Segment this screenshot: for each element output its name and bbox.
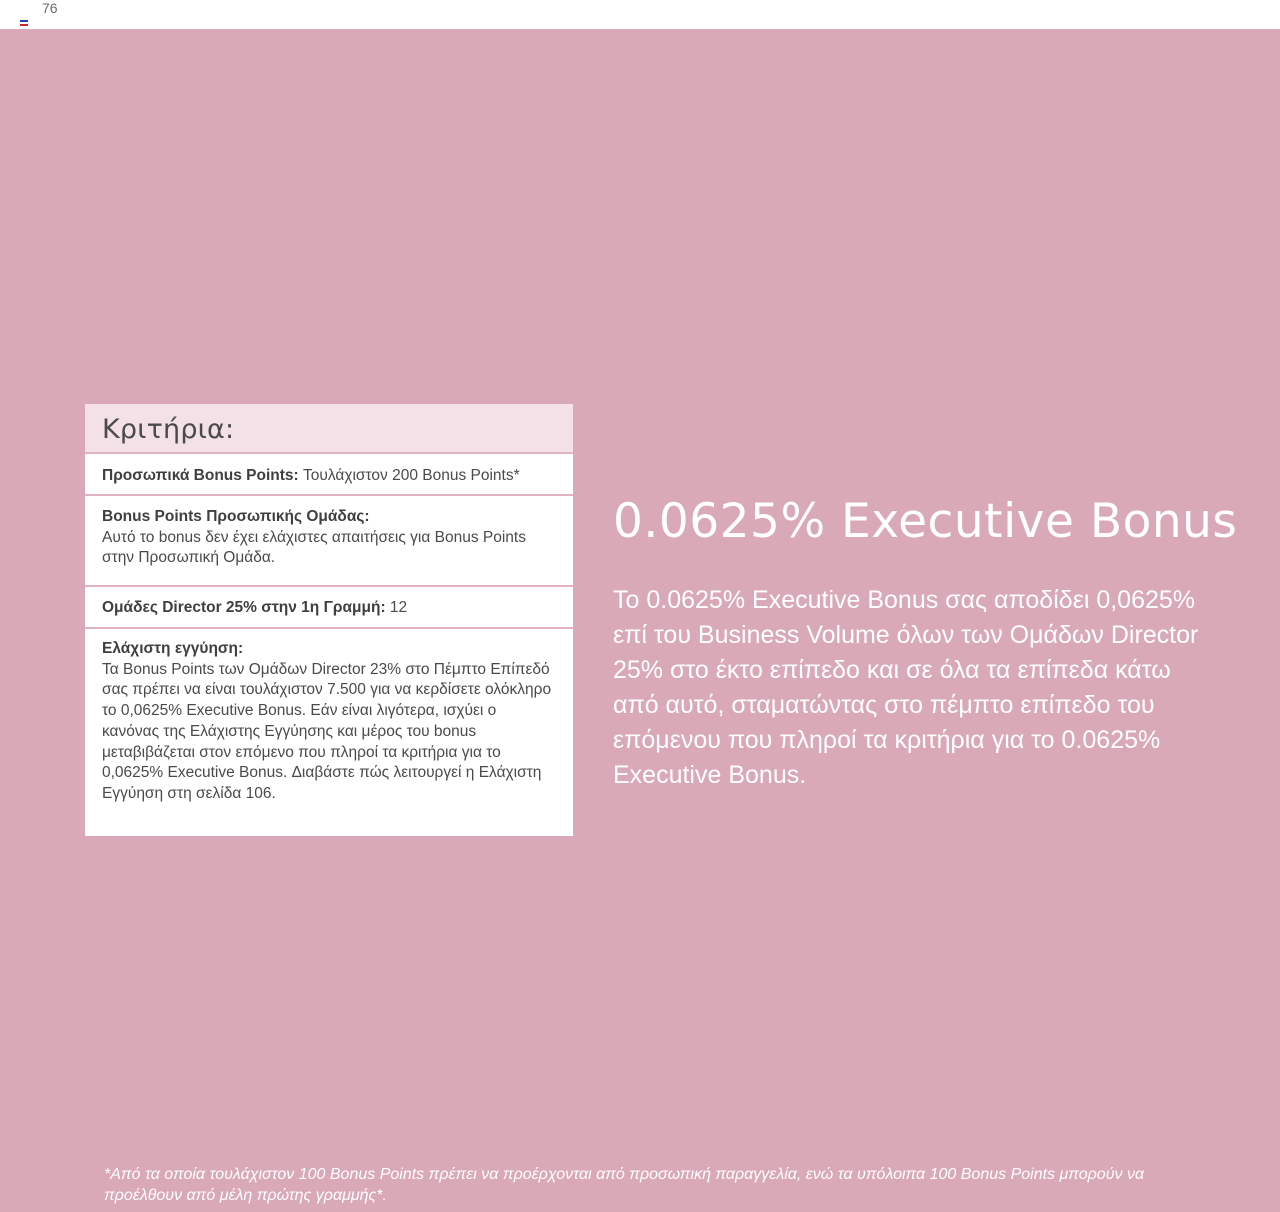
criteria-label: Bonus Points Προσωπικής Ομάδας: xyxy=(102,508,370,525)
bonus-description: Το 0.0625% Executive Bonus σας αποδίδει 0,0625% επί του Business Volume όλων των Ομάδων Director 25% στο έκτο επίπεδο και σε όλα τα επίπεδα κάτω από αυτό, σταματώντας στο πέμπτο επίπεδο του επόμενου που πληροί τα κριτήρια για το 0.0625% Executive Bonus. xyxy=(613,586,1199,789)
criteria-value: Αυτό το bonus δεν έχει ελάχιστες απαιτήσεις για Bonus Points στην Προσωπική Ομάδα. xyxy=(102,528,526,567)
top-bar xyxy=(0,0,1280,29)
criteria-card-header xyxy=(85,404,573,452)
criteria-row-director-groups xyxy=(102,598,557,619)
footnote: *Από τα οποία τουλάχιστον 100 Bonus Points πρέπει να προέρχονται από προσωπική παραγγελία, ενώ τα υπόλοιπα 100 Bonus Points μπορούν να προέλθουν από μέλη πρώτης γραμμής*. xyxy=(104,1166,1145,1204)
criteria-label: Ομάδες Director 25% στην 1η Γραμμή: xyxy=(102,599,386,616)
criteria-row-personal-bonus xyxy=(102,466,557,487)
criteria-title: Κριτήρια: xyxy=(102,414,235,445)
divider xyxy=(85,627,573,629)
criteria-value: Τα Bonus Points των Ομάδων Director 23% στο Πέμπτο Επίπεδό σας πρέπει να είναι τουλάχιστον 7.500 για να κερδίσετε ολόκληρο το 0,0625% Executive Bonus. Εάν είναι λιγότερα, ισχύει ο κανόνας της Ελάχιστης Εγγύησης και μέρος του bonus μεταβιβάζεται στον επόμενο που πληροί τα κριτήρια για το 0,0625% Executive Bonus. Διαβάστε πώς λειτουργεί η Ελάχιστη Εγγύηση στη σελίδα 106. xyxy=(102,660,552,802)
criteria-row-personal-group xyxy=(102,507,557,569)
criteria-label: Προσωπικά Bonus Points: xyxy=(102,467,299,484)
criteria-value: Τουλάχιστον 200 Bonus Points* xyxy=(298,467,520,484)
criteria-row-minimum-guarantee xyxy=(102,639,557,805)
criteria-value: 12 xyxy=(385,599,408,616)
bonus-heading: 0.0625% Executive Bonus xyxy=(613,494,1238,549)
flag-icon xyxy=(20,20,28,26)
divider xyxy=(85,452,573,454)
divider xyxy=(85,585,573,587)
divider xyxy=(85,494,573,496)
page-number: 76 xyxy=(42,0,58,16)
criteria-label: Ελάχιστη εγγύηση: xyxy=(102,640,244,657)
criteria-card xyxy=(85,404,573,836)
